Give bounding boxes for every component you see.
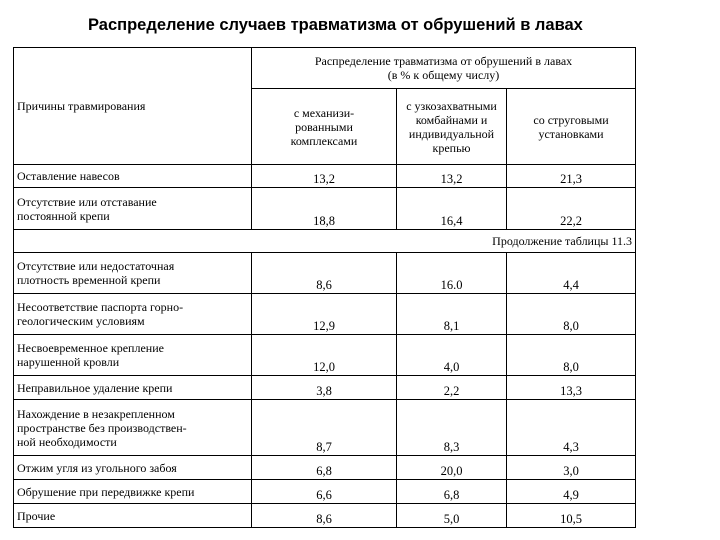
table-row	[14, 335, 636, 376]
injury-distribution-table	[13, 47, 636, 528]
row-value-plough: 8,0	[507, 335, 636, 376]
table-row	[14, 400, 636, 456]
header-col2-line: индивидуальной	[408, 126, 495, 141]
row-value-narrow-combine: 4,0	[397, 335, 507, 376]
row-value-narrow-combine: 2,2	[397, 376, 507, 400]
row-value-mechanized: 8,6	[252, 504, 397, 528]
header-col1-line: с механизи-	[293, 105, 355, 120]
row-value-plough: 13,3	[507, 376, 636, 400]
row-cause-line: Несоответствие паспорта горно-	[17, 300, 184, 314]
header-col-mechanized	[252, 89, 397, 165]
header-group	[252, 48, 636, 89]
row-value-mechanized: 8,7	[252, 400, 397, 456]
header-col1-line: комплексами	[290, 133, 358, 148]
row-value-mechanized: 8,6	[252, 253, 397, 294]
row-value-narrow-combine: 13,2	[397, 165, 507, 188]
row-cause-line: Нахождение в незакрепленном	[17, 406, 175, 421]
table-row	[14, 480, 636, 504]
row-cause	[14, 253, 252, 294]
row-value-mechanized: 3,8	[252, 376, 397, 400]
continuation-row	[14, 230, 636, 253]
header-row-group	[14, 48, 636, 89]
header-group-line1: Распределение травматизма от обрушений в лавах	[314, 54, 573, 68]
row-value-mechanized: 6,6	[252, 480, 397, 504]
row-value-narrow-combine: 8,1	[397, 294, 507, 335]
row-value-plough: 4,3	[507, 400, 636, 456]
row-value-narrow-combine: 8,3	[397, 400, 507, 456]
row-cause	[14, 335, 252, 376]
table-row	[14, 165, 636, 188]
row-value-plough: 8,0	[507, 294, 636, 335]
row-value-narrow-combine: 16.0	[397, 253, 507, 294]
row-value-narrow-combine: 6,8	[397, 480, 507, 504]
row-value-plough: 4,9	[507, 480, 636, 504]
header-cause	[14, 48, 252, 165]
row-value-plough: 22,2	[507, 188, 636, 230]
row-cause-line: Отсутствие или недостаточная	[17, 259, 175, 273]
row-cause: Прочие	[14, 504, 252, 528]
row-cause-line: нарушенной кровли	[17, 355, 120, 369]
row-value-mechanized: 12,9	[252, 294, 397, 335]
row-value-plough: 10,5	[507, 504, 636, 528]
row-cause-line: пространстве без производствен-	[17, 420, 187, 435]
row-cause: Отжим угля из угольного забоя	[14, 456, 252, 480]
row-value-mechanized: 13,2	[252, 165, 397, 188]
header-cause-label: Причины травмирования	[17, 99, 146, 113]
row-value-narrow-combine: 20,0	[397, 456, 507, 480]
table-row	[14, 294, 636, 335]
page-title: Распределение случаев травматизма от обрушений в лавах	[88, 16, 583, 34]
header-col1-line: рованными	[295, 119, 353, 134]
row-cause: Обрушение при передвижке крепи	[14, 480, 252, 504]
row-cause-line: плотность временной крепи	[17, 273, 161, 287]
row-cause	[14, 188, 252, 230]
row-value-narrow-combine: 5,0	[397, 504, 507, 528]
row-value-plough: 3,0	[507, 456, 636, 480]
row-value-mechanized: 12,0	[252, 335, 397, 376]
table-row	[14, 188, 636, 230]
table-row	[14, 456, 636, 480]
row-cause-line: ной необходимости	[17, 434, 117, 449]
header-col2-line: крепью	[432, 140, 471, 155]
continuation-caption: Продолжение таблицы 11.3	[14, 230, 636, 253]
row-value-mechanized: 18,8	[252, 188, 397, 230]
row-cause-line: геологическим условиям	[17, 314, 145, 328]
row-value-narrow-combine: 16,4	[397, 188, 507, 230]
row-value-mechanized: 6,8	[252, 456, 397, 480]
header-col2-line: с узкозахватными	[406, 98, 497, 113]
row-cause	[14, 294, 252, 335]
row-cause-line: постоянной крепи	[17, 208, 110, 223]
row-value-plough: 4,4	[507, 253, 636, 294]
header-col-narrow-combine	[397, 89, 507, 165]
row-value-plough: 21,3	[507, 165, 636, 188]
header-col3-line: установками	[538, 126, 604, 141]
table-row	[14, 504, 636, 528]
row-cause	[14, 400, 252, 456]
row-cause-line: Несвоевременное крепление	[17, 341, 164, 355]
table-row	[14, 376, 636, 400]
header-col2-line: комбайнами и	[415, 112, 488, 127]
row-cause-line: Отсутствие или отставание	[17, 194, 157, 209]
header-col3-line: со струговыми	[533, 112, 609, 127]
row-cause: Оставление навесов	[14, 165, 252, 188]
header-col-plough	[507, 89, 636, 165]
table-row	[14, 253, 636, 294]
header-group-line2: (в % к общему числу)	[387, 68, 500, 82]
row-cause: Неправильное удаление крепи	[14, 376, 252, 400]
